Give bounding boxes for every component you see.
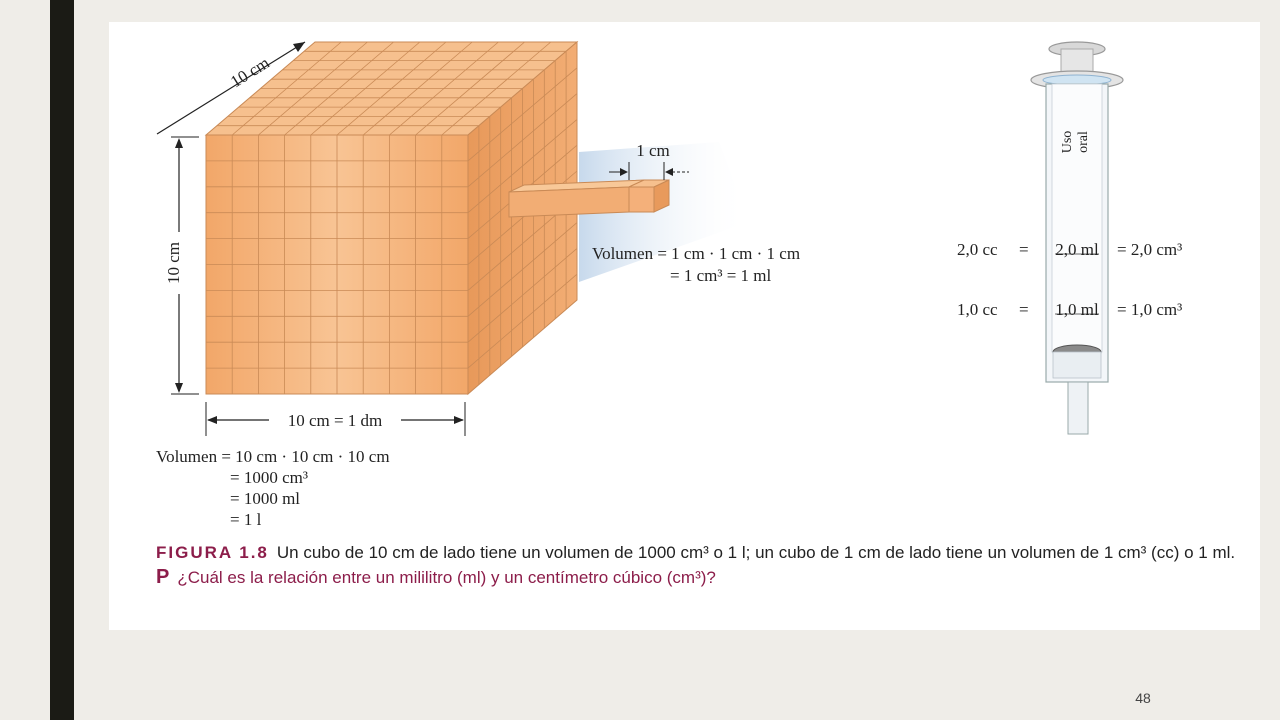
figure-panel	[109, 22, 1260, 630]
syringe-row2-cc: 1,0 cc	[957, 300, 998, 319]
figure-illustration	[109, 22, 1260, 630]
height-arrow-bottom	[175, 383, 183, 393]
syringe-row1-cc: 2,0 cc	[957, 240, 998, 259]
small-cube-rod-front	[509, 187, 629, 217]
figure-caption	[156, 542, 1236, 589]
caption-question	[156, 566, 1236, 589]
question-label: P	[156, 566, 170, 588]
syringe-fluid	[1053, 352, 1101, 378]
volume-line2: = 1000 cm³	[230, 468, 308, 487]
width-label: 10 cm = 1 dm	[287, 411, 383, 430]
depth-label: 10 cm	[227, 53, 273, 92]
volume-line1: Volumen = 10 cm · 10 cm · 10 cm	[156, 447, 390, 466]
width-arrow-left	[207, 416, 217, 424]
small-cube-front	[629, 187, 654, 212]
caption-text-block	[156, 542, 1236, 564]
syringe-row1-ml: 2,0 ml	[1055, 240, 1099, 259]
syringe-plunger-stem	[1061, 49, 1093, 73]
syringe-label-oral: oral	[1076, 131, 1091, 153]
syringe	[1031, 42, 1123, 434]
page-number: 48	[1135, 690, 1151, 706]
figure-label: FIGURA 1.8	[156, 543, 269, 562]
small-volume-line1: Volumen = 1 cm · 1 cm · 1 cm	[592, 244, 801, 263]
slide-left-bar	[50, 0, 74, 720]
height-label: 10 cm	[164, 241, 183, 285]
syringe-row2-ml: 1,0 ml	[1055, 300, 1099, 319]
syringe-row1-eq: =	[1019, 240, 1029, 259]
syringe-row2-eq: =	[1019, 300, 1029, 319]
small-volume-line2: = 1 cm³ = 1 ml	[670, 266, 772, 285]
height-arrow-top	[175, 138, 183, 148]
syringe-row1-cm3: = 2,0 cm³	[1117, 240, 1183, 259]
depth-arrow-end	[293, 42, 305, 52]
caption-text: Un cubo de 10 cm de lado tiene un volumen de 1000 cm³ o 1 l; un cubo de 1 cm de lado tiene un volumen de 1 cm³ (cc) o 1 ml.	[276, 543, 1236, 562]
syringe-tip	[1068, 382, 1088, 434]
volume-line4: = 1 l	[230, 510, 262, 529]
syringe-label-uso: Uso	[1060, 130, 1075, 154]
volume-line3: = 1000 ml	[230, 489, 301, 508]
width-arrow-right	[454, 416, 464, 424]
small-cube-label: 1 cm	[636, 141, 670, 160]
syringe-row2-cm3: = 1,0 cm³	[1117, 300, 1183, 319]
question-text: ¿Cuál es la relación entre un mililitro (ml) y un centímetro cúbico (cm³)?	[177, 568, 716, 587]
